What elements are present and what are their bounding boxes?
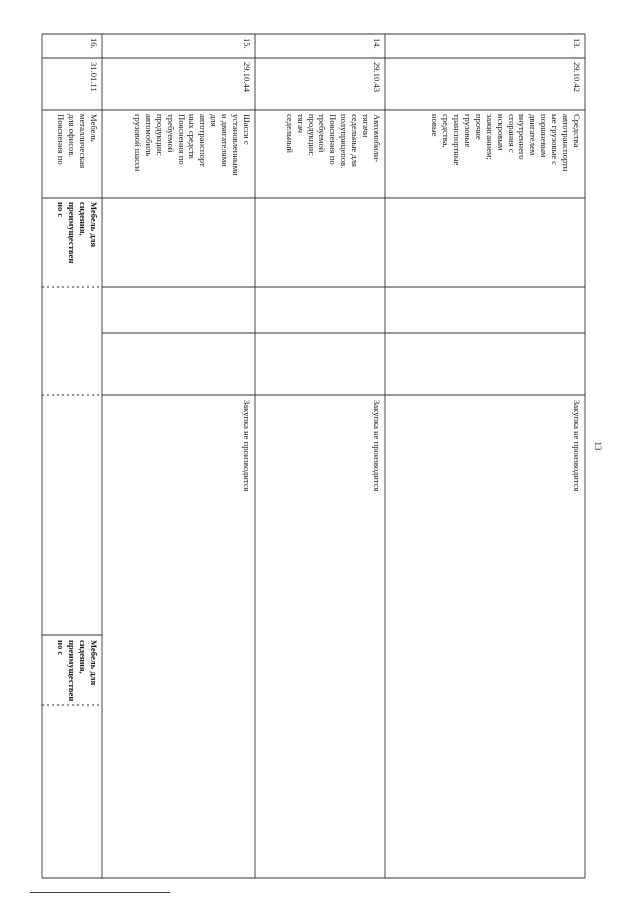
row16-purpose-line: но с [56,202,67,218]
row14-code: 29.10.43 [372,62,382,93]
row13-name-line: двигателем [528,114,539,156]
row16-note-line: преимуществен [67,640,78,702]
row14-name-line: полуприцепов. [339,114,350,169]
row14-name-line: седельные для [350,114,361,167]
row13-name-line: прочие [473,114,484,140]
row15-name-line: для [209,114,220,127]
row16-code: 31.01.11 [89,62,99,92]
row15-name-line: автомобиль [143,114,154,157]
row16-note-line: сидения, [78,640,89,674]
row16-note-line: Мебель для [89,640,99,686]
row16-purpose-line: Мебель для [89,202,99,248]
row16-purpose-line: сидения, [78,202,89,236]
row13-name-line: грузовые [462,114,473,148]
row16-purpose-line: преимуществен [67,202,78,264]
row14-name-line: требуемой [317,114,328,153]
row13-name-line: внутреннего [517,114,528,160]
row15-name-line: автотранспорт [198,114,209,167]
row13-name-line: сгорания с [506,114,517,153]
row13-name-line: средства, [441,114,452,148]
row13-name-line: новые [430,114,441,137]
row16-name-line: Мебель [89,114,99,142]
row14-name [284,114,382,196]
row14-name-line: тягач [295,114,306,133]
row15-name-line: грузовой шасси [132,114,143,172]
row16-name-line: Пояснения по [56,114,67,165]
row15-name-line: установленными [231,114,242,176]
row15-name-line: и двигателями [220,114,231,167]
row15-number: 15. [242,38,252,49]
row16-note-line: но с [56,640,67,656]
footnote-separator [30,892,170,893]
row14-name-line: седельный [284,114,295,153]
row13-code: 29.10.42 [572,62,582,93]
row13-name-line: автотранспортн [561,114,572,172]
row16-name-line: для офисов. [67,114,78,158]
row15-name-line: Шасси с [242,114,252,145]
row15-name-line: Пояснения по [176,114,187,165]
row13-name-line: Средства [572,114,582,148]
row15-name-line: требуемой [165,114,176,153]
row13-name-line: зажиганием; [484,114,495,160]
row15-name-line: ных средств [187,114,198,159]
row16-name-line: металлическая [78,114,89,169]
row15-code: 29.10.44 [242,62,252,93]
row13-name [429,114,582,196]
row13-number: 13. [572,38,582,49]
row15-status: Закупка не производится [242,400,252,492]
row16-name [55,114,99,196]
row14-name-line: Автомобили- [372,114,382,163]
row13-status: Закупка не производится [572,400,582,492]
row14-number: 14. [372,38,382,49]
row16-number: 16. [89,38,99,49]
row14-name-line: тягачи [361,114,372,138]
row14-status: Закупка не производится [372,400,382,492]
row13-name-line: искровым [495,114,506,151]
row14-name-line: продукции: [306,114,317,156]
page-number: 13 [593,441,603,451]
row16-purpose [55,202,99,284]
row15-name-line: продукции: [154,114,165,156]
row13-name-line: ые грузовые с [550,114,561,165]
row13-name-line: поршневым [539,114,550,158]
row13-name-line: транспортные [452,114,463,166]
row16-note [55,640,99,700]
row15-name [132,114,252,196]
row14-name-line: Пояснения по [328,114,339,165]
